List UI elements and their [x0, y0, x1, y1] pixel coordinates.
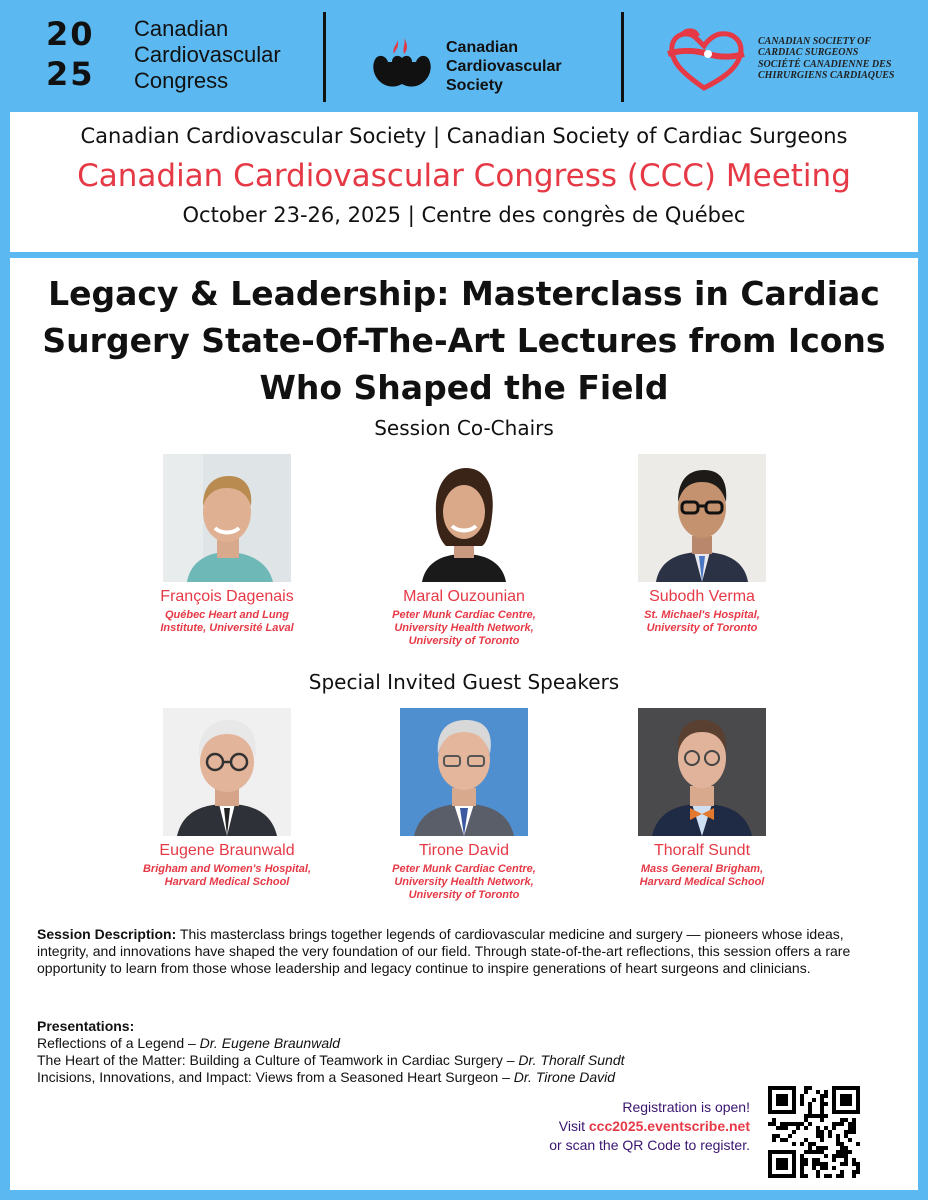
registration-link[interactable]: ccc2025.eventscribe.net: [588, 1118, 750, 1134]
presentation-item: The Heart of the Matter: Building a Culture of Teamwork in Cardiac Surgery – Dr. Thoralf Sundt: [37, 1052, 625, 1068]
presentation-item: Reflections of a Legend – Dr. Eugene Braunwald: [37, 1035, 341, 1051]
person-name: Thoralf Sundt: [653, 842, 751, 859]
portrait-photo: [638, 708, 766, 836]
cochair-card: [344, 454, 584, 648]
presentation-item: Incisions, Innovations, and Impact: Views from a Seasoned Heart Surgeon – Dr. Tirone David: [37, 1069, 616, 1085]
speakers-heading: Special Invited Guest Speakers: [308, 670, 620, 694]
year-logo: 20 25: [46, 15, 95, 93]
qr-code-icon[interactable]: [768, 1086, 860, 1178]
cochair-card: [107, 454, 347, 635]
portrait-photo: [400, 454, 528, 582]
person-affiliation: Peter Munk Cardiac Centre, University Health Network, University of Toronto: [392, 863, 536, 901]
cscs-heart-icon: [664, 24, 750, 99]
portrait-photo: [638, 454, 766, 582]
description-text: This masterclass brings together legends of cardiovascular medicine and surgery — pioneers whose ideas, integrity, and innovations have shaped the very foundation of our field. Through state-of-the-art reflections, this session offers a rare opportunity to learn from those whose leadership and legacy continue to inspire generations of heart surgeons and clinicians.: [37, 926, 851, 976]
person-affiliation: St. Michael's Hospital, University of Toronto: [644, 609, 760, 634]
person-name: Maral Ouzounian: [403, 588, 525, 605]
cochair-card: [582, 454, 822, 635]
portrait-photo: [163, 708, 291, 836]
ccs-heart-icon: [368, 36, 436, 97]
date-venue: October 23-26, 2025 | Centre des congrès de Québec: [182, 203, 746, 227]
person-affiliation: Peter Munk Cardiac Centre, University Health Network, University of Toronto: [392, 609, 536, 647]
person-name: Subodh Verma: [649, 588, 755, 605]
cscs-name: CANADIAN SOCIETY OF CARDIAC SURGEONS SOCIÉTÉ CANADIENNE DES CHIRURGIENS CARDIAQUES: [758, 36, 895, 81]
portrait-photo: [163, 454, 291, 582]
session-title: Legacy & Leadership: Masterclass in Cardiac Surgery State-Of-The-Art Lectures from Icons Who Shaped the Field: [42, 274, 886, 407]
registration-info: Registration is open! Visit ccc2025.eventscribe.net or scan the QR Code to register.: [549, 1099, 750, 1153]
person-name: Eugene Braunwald: [159, 842, 295, 859]
speaker-card: [107, 708, 347, 889]
speaker-card: [344, 708, 584, 902]
divider: [621, 12, 624, 102]
meeting-title: Canadian Cardiovascular Congress (CCC) Meeting: [77, 158, 851, 194]
person-affiliation: Québec Heart and Lung Institute, Université Laval: [160, 609, 294, 634]
divider: [323, 12, 326, 102]
societies-line: Canadian Cardiovascular Society | Canadian Society of Cardiac Surgeons: [80, 124, 848, 148]
session-panel: [10, 258, 918, 1190]
description-label: Session Description:: [37, 926, 177, 942]
session-description: [37, 926, 887, 977]
congress-name: Canadian Cardiovascular Congress: [134, 16, 281, 93]
ccs-name: Canadian Cardiovascular Society: [446, 39, 562, 94]
person-name: Tirone David: [418, 842, 510, 859]
event-banner: [10, 112, 918, 252]
person-name: François Dagenais: [160, 588, 294, 605]
presentations-list: [37, 1035, 625, 1086]
presentations-heading: Presentations:: [37, 1018, 135, 1034]
header: [0, 0, 928, 112]
person-affiliation: Mass General Brigham, Harvard Medical School: [639, 863, 765, 888]
person-affiliation: Brigham and Women's Hospital, Harvard Medical School: [142, 863, 312, 888]
speaker-card: [582, 708, 822, 889]
portrait-photo: [400, 708, 528, 836]
cochairs-heading: Session Co-Chairs: [374, 416, 554, 440]
